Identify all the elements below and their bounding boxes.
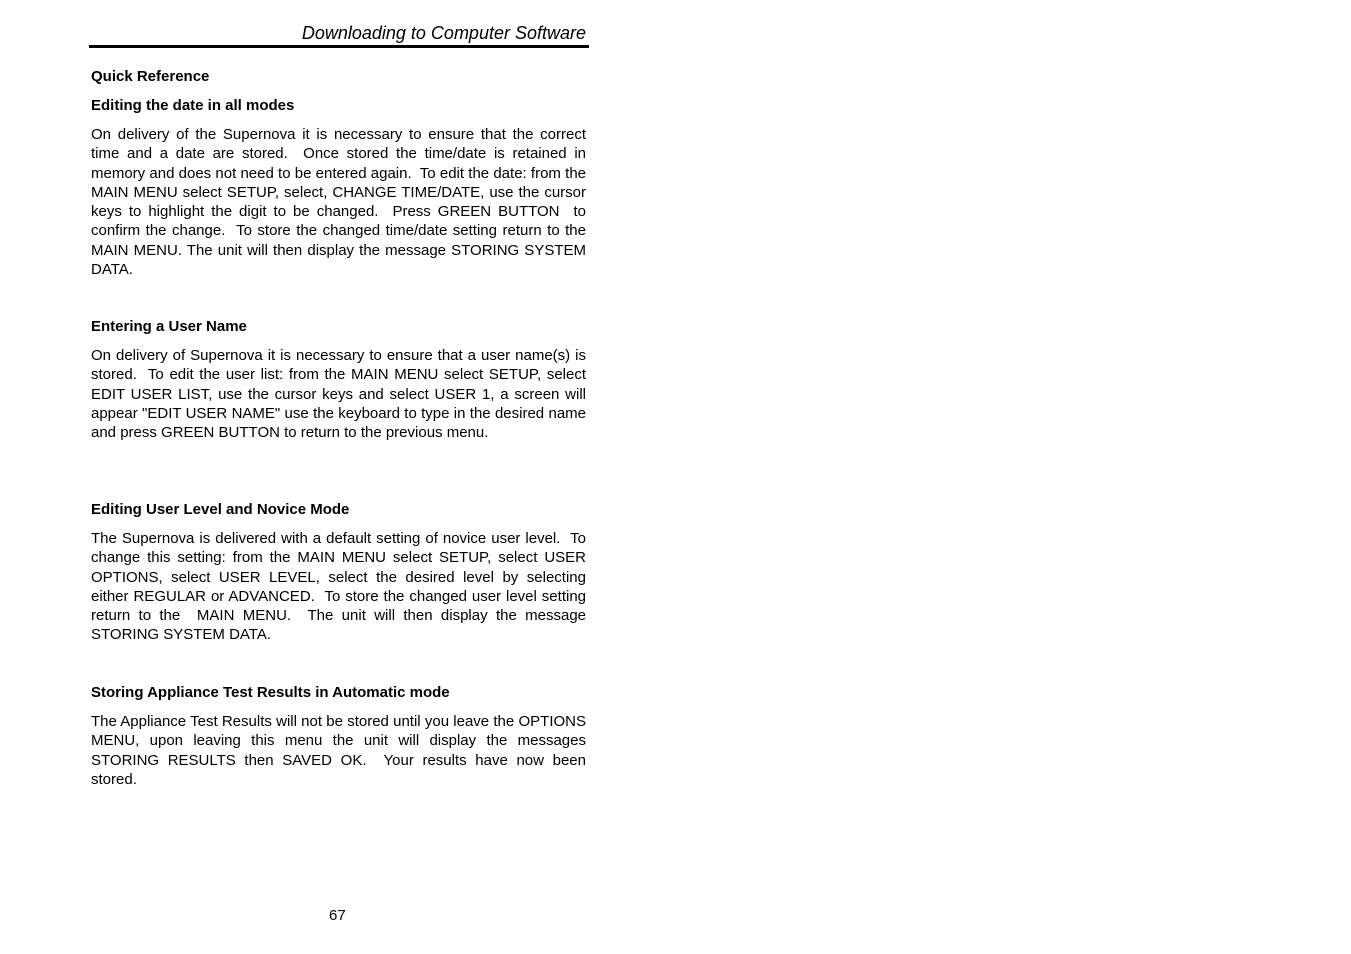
section-heading-editing-date: Editing the date in all modes xyxy=(91,97,295,114)
section-body-user-level: The Supernova is delivered with a default setting of novice user level. To change this setting: from the MAIN MENU select SETUP, select USER OPTIONS, select USER LEVEL, select the desired level by selecting either REGULAR or ADVANCED. To store the changed user level setting return to the MAIN MENU. The unit will then display the message STORING SYSTEM DATA. xyxy=(91,530,591,644)
section-heading-user-level: Editing User Level and Novice Mode xyxy=(91,501,350,518)
running-header-title: Downloading to Computer Software xyxy=(301,23,586,43)
page-number: 67 xyxy=(329,907,346,924)
section-heading-user-name: Entering a User Name xyxy=(91,318,247,335)
section-body-editing-date: On delivery of the Supernova it is necessary to ensure that the correct time and a date are stored. Once stored the time/date is retained in memory and does not need to be entered again. To edit the date: from the MAIN MENU select SETUP, select, CHANGE TIME/DATE, use the cursor keys to highlight the digit to be changed. Press GREEN BUTTON to confirm the change. To store the changed time/date setting return to the MAIN MENU. The unit will then display the message STORING SYSTEM DATA. xyxy=(91,126,591,279)
section-body-user-name: On delivery of Supernova it is necessary to ensure that a user name(s) is stored. To edit the user list: from the MAIN MENU select SETUP, select EDIT USER LIST, use the cursor keys and select USER 1, a screen will appear "EDIT USER NAME" use the keyboard to type in the desired name and press GREEN BUTTON to return to the previous menu. xyxy=(91,347,591,442)
page-header xyxy=(89,20,589,48)
section-heading-storing-results: Storing Appliance Test Results in Automatic mode xyxy=(91,684,450,701)
section-body-storing-results: The Appliance Test Results will not be stored until you leave the OPTIONS MENU, upon leaving this menu the unit will display the messages STORING RESULTS then SAVED OK. Your results have now been stored. xyxy=(91,713,591,788)
quick-reference-heading: Quick Reference xyxy=(91,68,210,85)
